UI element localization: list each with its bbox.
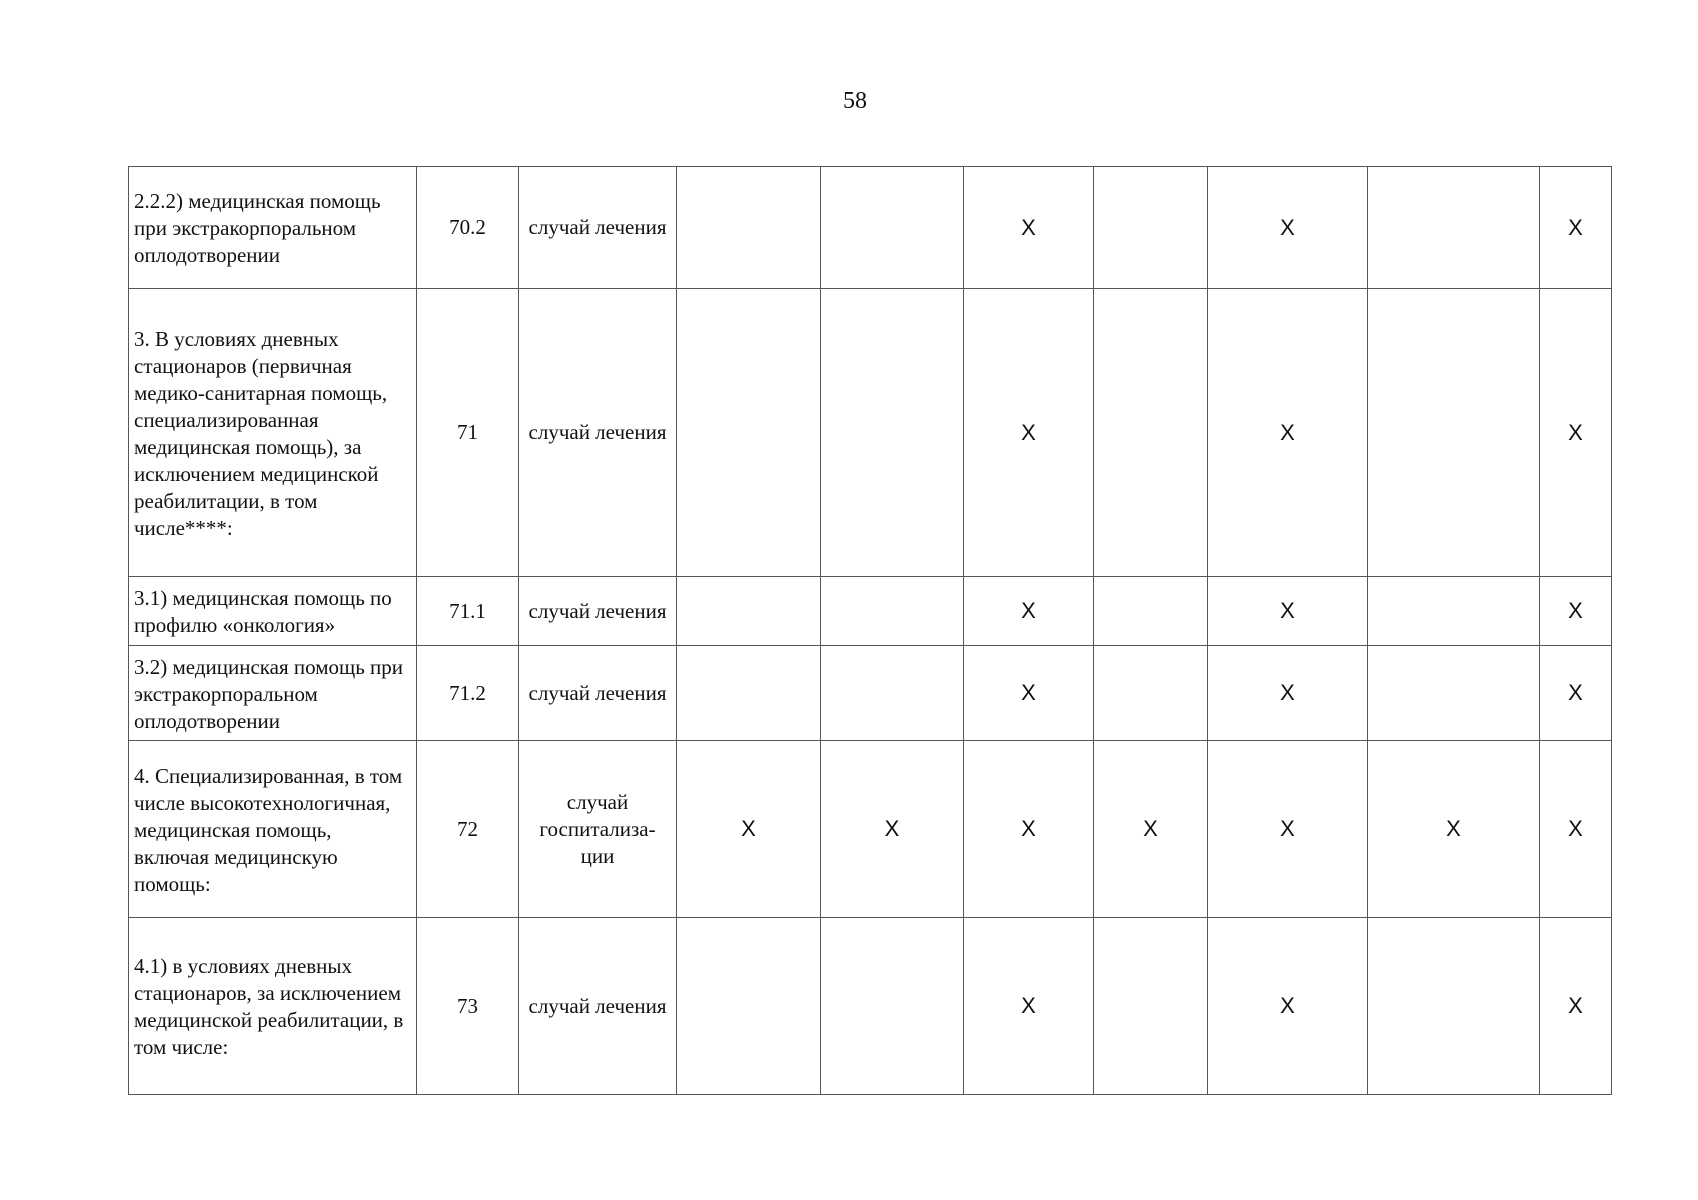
row-code: 71.2 xyxy=(417,646,519,741)
cell-mark: X xyxy=(1280,214,1295,240)
cell-mark: X xyxy=(1568,419,1583,445)
cell-mark: X xyxy=(1568,993,1583,1018)
row-code: 72 xyxy=(417,741,519,918)
cell-mark: X xyxy=(1021,993,1036,1018)
table-row xyxy=(129,646,1612,741)
cell-mark: X xyxy=(1280,680,1295,705)
row-description: 4. Специализированная, в том числе высокотехнологичная, медицинская помощь, включая медицинскую помощь: xyxy=(129,741,417,918)
cell-mark: X xyxy=(1280,598,1295,623)
cell-mark: X xyxy=(1021,214,1036,240)
cell-mark: X xyxy=(1280,993,1295,1018)
cell-mark: X xyxy=(1021,680,1036,705)
table-row xyxy=(129,167,1612,289)
cell-mark: X xyxy=(1280,419,1295,445)
row-description: 3.1) медицинская помощь по профилю «онкология» xyxy=(129,577,417,646)
table-row xyxy=(129,741,1612,918)
row-unit: случай лечения xyxy=(519,918,677,1095)
row-code: 71 xyxy=(417,289,519,577)
row-unit: случай лечения xyxy=(519,167,677,289)
row-description: 4.1) в условиях дневных стационаров, за исключением медицинской реабилитации, в том числе: xyxy=(129,918,417,1095)
row-code: 70.2 xyxy=(417,167,519,289)
row-unit: случай лечения xyxy=(519,577,677,646)
row-code: 73 xyxy=(417,918,519,1095)
row-code: 71.1 xyxy=(417,577,519,646)
cell-mark: X xyxy=(1568,680,1583,705)
row-description: 2.2.2) медицинская помощь при экстракорпоральном оплодотворении xyxy=(129,167,417,289)
cell-mark: X xyxy=(1446,816,1461,841)
cell-mark: X xyxy=(1568,214,1583,240)
row-unit: случай госпитализа-ции xyxy=(519,741,677,918)
cell-mark: X xyxy=(1021,816,1036,841)
page-number: 58 xyxy=(843,88,867,114)
row-description: 3.2) медицинская помощь при экстракорпоральном оплодотворении xyxy=(129,646,417,741)
table-row xyxy=(129,289,1612,577)
cell-mark: X xyxy=(1568,598,1583,623)
cell-mark: X xyxy=(884,816,900,841)
cell-mark: X xyxy=(1568,816,1583,841)
cell-mark: X xyxy=(1280,816,1295,841)
cell-mark: X xyxy=(1021,598,1036,623)
row-unit: случай лечения xyxy=(519,646,677,741)
data-table xyxy=(128,166,1612,1095)
cell-mark: X xyxy=(741,816,756,841)
cell-mark: X xyxy=(1021,419,1036,445)
row-description: 3. В условиях дневных стационаров (первичная медико-санитарная помощь, специализированная медицинская помощь), за исключением медицинской реабилитации, в том числе****: xyxy=(129,289,417,577)
cell-mark: X xyxy=(1143,816,1158,841)
table-row xyxy=(129,918,1612,1095)
row-unit: случай лечения xyxy=(519,289,677,577)
table-row xyxy=(129,577,1612,646)
